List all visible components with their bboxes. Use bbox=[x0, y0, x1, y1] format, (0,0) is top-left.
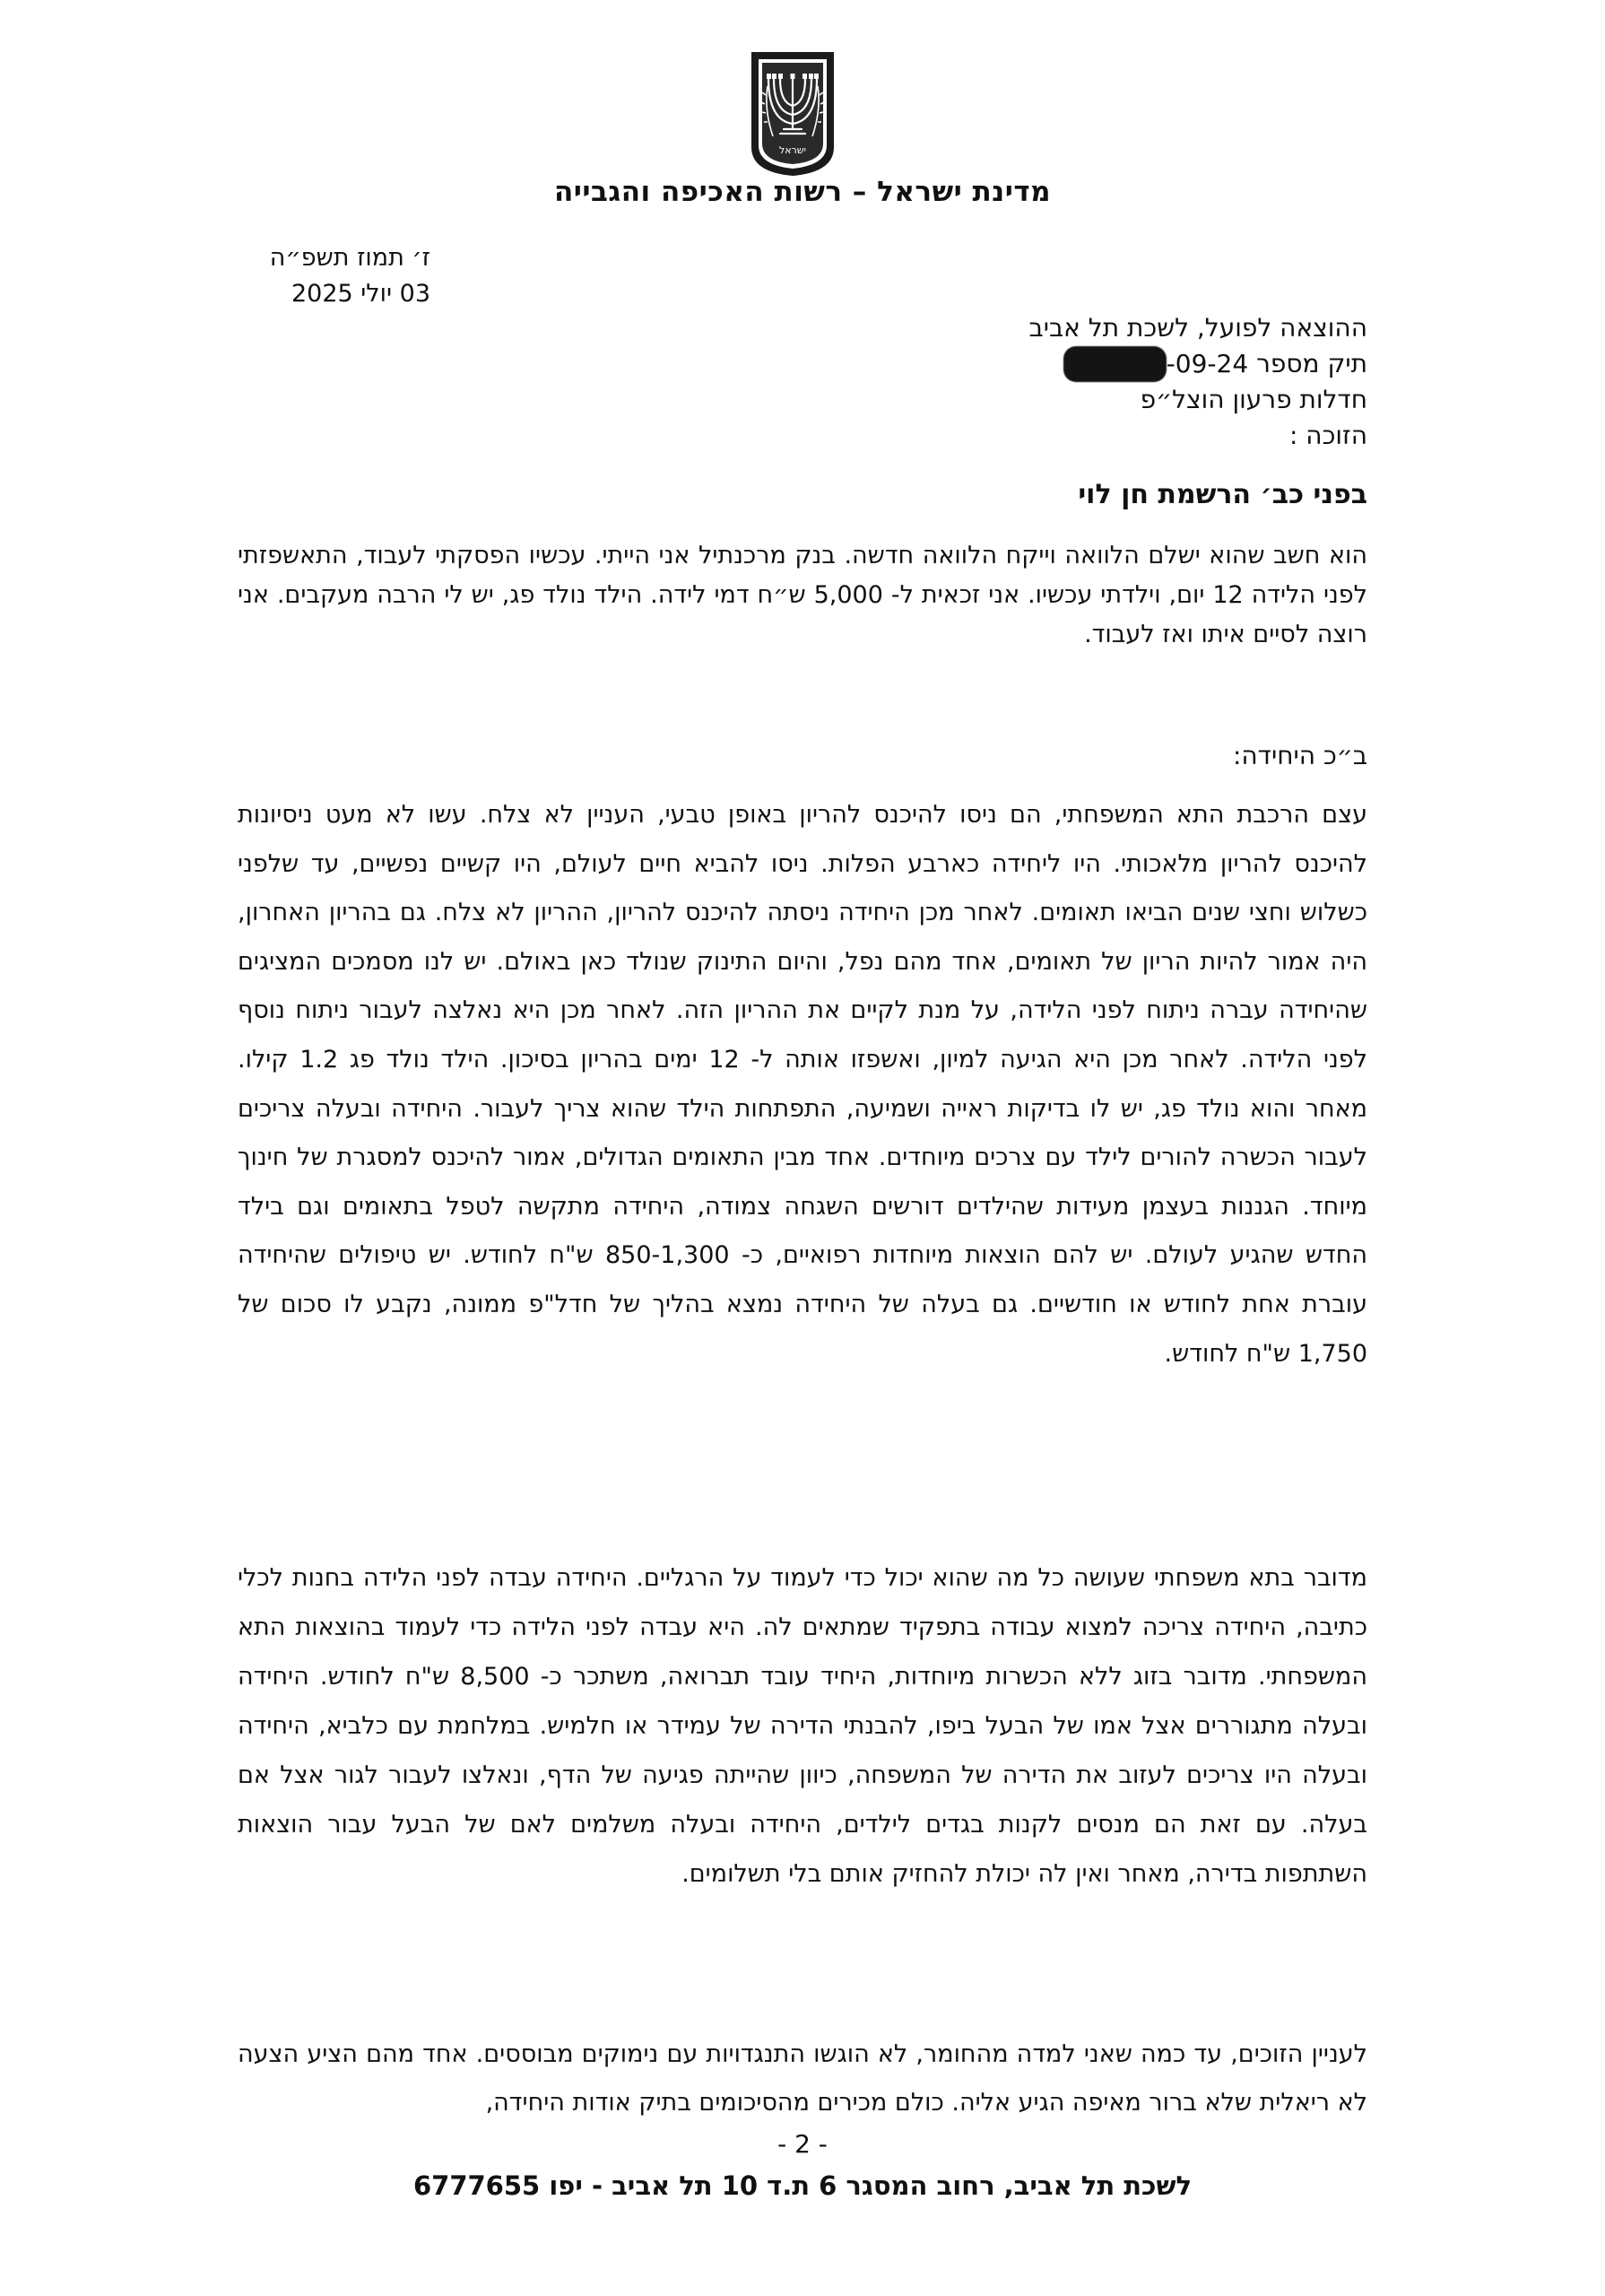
case-number-label: תיק מספר bbox=[1256, 349, 1367, 378]
emblem-text: ישראל bbox=[778, 144, 807, 156]
date-block bbox=[270, 240, 430, 312]
paragraph-family-situation: מדובר בתא משפחתי שעושה כל מה שהוא יכול כדי לעמוד על הרגליים. היחידה עבדה לפני הלידה בחנות לכלי כתיבה, היחידה צריכה למצוא עבודה בתפקיד שמתאים לה. היא עבדה לפני הלידה כדי לעמוד בהוצאות התא המשפחתי. מדובר בזוג ללא הכשרות מיוחדות, היחיד עובד תברואה, משתכר כ- 8,500 ש"ח לחודש. היחידה ובעלה מתגוררים אצל אמו של הבעל ביפו, להבנתי הדירה של עמידר או חלמיש. במלחמת עם כלביא, היחידה ובעלה היו צריכים לעזוב את הדירה של המשפחה, כיוון שהייתה פגיעה של הדף, ונאלצו לעבור לגור אצל אם בעלה. עם זאת הם מנסים לקנות בגדים לילדים, היחידה ובעלה משלמים לאם של הבעל עבור הוצאות השתתפות בדירה, מאחר ואין לה יכולת להחזיק אותם בלי תשלומים. bbox=[238, 1564, 1367, 1888]
case-number-line bbox=[1029, 346, 1367, 382]
before-registrar: בפני כב׳ הרשמת חן לוי bbox=[1078, 479, 1367, 510]
redacted-case-number bbox=[1063, 346, 1167, 382]
paragraph-creditors: לעניין הזוכים, עד כמה שאני למדה מהחומר, לא הוגשו התנגדויות עם נימוקים מבוססים. אחד מהם הציע הצעה לא ריאלית שלא ברור מאיפה הגיע אליה. כולם מכירים מהסיכומים בתיק אודות היחידה, bbox=[238, 2040, 1367, 2117]
agency-title: מדינת ישראל – רשות האכיפה והגבייה bbox=[553, 176, 1052, 208]
debtor-line: חדלות פרעון הוצל״פ bbox=[1140, 385, 1367, 414]
gregorian-date: 03 יולי 2025 bbox=[291, 280, 430, 308]
case-details bbox=[1029, 310, 1367, 454]
case-number-visible: -09-24 bbox=[1166, 349, 1249, 378]
speaker-label: ב״כ היחידה: bbox=[1232, 741, 1367, 770]
paragraph-family-background: עצם הרכבת התא המשפחתי, הם ניסו להיכנס להריון באופן טבעי, העניין לא צלח. עשו לא מעט ניסיונות להיכנס להריון מלאכותי. היו ליחידה כארבע הפלות. ניסו להביא חיים לעולם, היו קשיים נפשיים, עד שלפני כשלוש וחצי שנים הביאו תאומים. לאחר מכן היחידה ניסתה להיכנס להריון, ההריון לא צלח. גם בהריון האחרון, היה אמור להיות הריון של תאומים, אחד מהם נפל, והיום התינוק שנולד כאן באולם. יש לנו מסמכים המציגים שהיחידה עברה ניתוח לפני הלידה, על מנת לקיים את ההריון הזה. לאחר מכן היא נאלצה לעבור ניתוח נוסף לפני הלידה. לאחר מכן היא הגיעה למיון, ואשפזו אותה ל- 12 ימים בהריון בסיכון. הילד נולד פג 1.2 קילו. מאחר והוא נולד פג, יש לו בדיקות ראייה ושמיעה, התפתחות הילד שהוא צריך לעבור. היחידה ובעלה צריכים לעבור הכשרה להורים לילד עם צרכים מיוחדים. אחד מבין התאומים הגדולים, אמור להיכנס למסגרת של חינוך מיוחד. הגננות בעצמן מעידות שהילדים דורשים השגחה צמודה, היחידה מתקשה לטפל בתאומים וגם בילד החדש שהגיע לעולם. יש להם הוצאות מיוחדות רפואיים, כ- 850-1,300 ש"ח לחודש. יש טיפולים שהיחידה עוברת אחת לחודש או חודשיים. גם בעלה של היחידה נמצא בהליך של חדל"פ ממונה, נקבע לו סכום של 1,750 ש"ח לחודש. bbox=[238, 801, 1367, 1368]
office-name: ההוצאה לפועל, לשכת תל אביב bbox=[1028, 313, 1367, 343]
footer-address: לשכת תל אביב, רחוב המסגר 6 ת.ד 10 תל אביב - יפו 6777655 bbox=[412, 2170, 1193, 2201]
hebrew-date: ז׳ תמוז תשפ״ה bbox=[269, 244, 430, 272]
state-emblem-icon bbox=[746, 47, 839, 178]
creditor-label: הזוכה : bbox=[1288, 421, 1367, 450]
paragraph-debtor-statement: הוא חשב שהוא ישלם הלוואה וייקח הלוואה חדשה. בנק מרכנתיל אני הייתי. עכשיו הפסקתי לעבוד, התאשפזתי לפני הלידה 12 יום, וילדתי עכשיו. אני זכאית ל- 5,000 ש״ח דמי לידה. הילד נולד פג, יש לי הרבה מעקבים. אני רוצה לסיים איתו ואז לעבוד. bbox=[238, 542, 1368, 648]
page-number: - 2 - bbox=[777, 2129, 828, 2159]
